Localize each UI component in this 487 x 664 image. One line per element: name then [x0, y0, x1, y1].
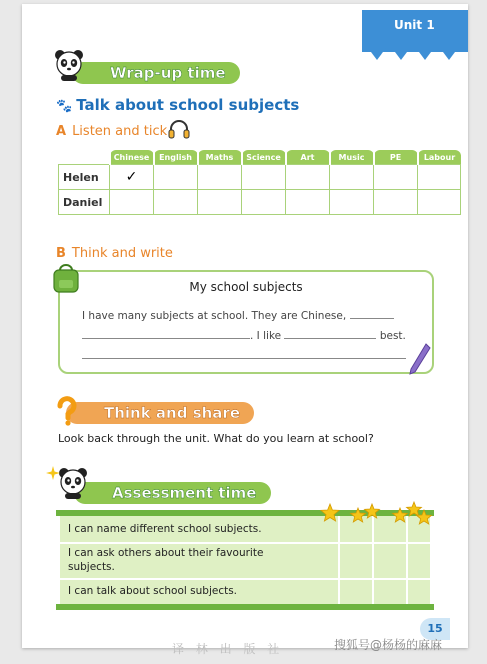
- question-mark-icon: [54, 396, 80, 426]
- tick-cell[interactable]: [286, 190, 330, 215]
- listen-tick-table: [58, 150, 461, 215]
- wrap-up-title: Wrap-up time: [110, 64, 226, 82]
- think-share-badge: [66, 402, 254, 424]
- tick-cell[interactable]: [242, 190, 286, 215]
- writing-box: [58, 270, 434, 374]
- writing-box-title: My school subjects: [189, 280, 303, 294]
- publisher-name: 译 林 出 版 社: [172, 642, 284, 656]
- tick-cell[interactable]: [198, 190, 242, 215]
- column-header: Maths: [198, 150, 242, 165]
- answer-blank[interactable]: [82, 348, 406, 359]
- answer-blank[interactable]: [284, 328, 376, 339]
- table-row: [60, 578, 430, 604]
- column-header: PE: [374, 150, 418, 165]
- star-icon: [417, 510, 432, 524]
- tick-cell[interactable]: [374, 165, 418, 190]
- assessment-item: I can name different school subjects.: [68, 523, 262, 535]
- assessment-table: [60, 516, 430, 604]
- table-row: [59, 190, 461, 215]
- panda-icon: [56, 466, 90, 500]
- writing-line-1: I have many subjects at school. They are Chinese,: [82, 308, 394, 322]
- assessment-item: I can talk about school subjects.: [68, 585, 238, 597]
- rating-column[interactable]: [338, 516, 340, 604]
- column-header: Science: [242, 150, 286, 165]
- page-number: 15: [420, 618, 450, 640]
- column-header: Music: [330, 150, 374, 165]
- tick-cell[interactable]: [374, 190, 418, 215]
- rating-column[interactable]: [406, 516, 408, 604]
- paw-icon: 🐾: [56, 99, 73, 114]
- rating-stars: [320, 502, 436, 526]
- headphones-icon: [168, 118, 190, 140]
- grass-border-bottom: [56, 604, 434, 610]
- answer-blank[interactable]: [350, 308, 394, 319]
- column-header: Labour: [418, 150, 461, 165]
- answer-blank[interactable]: [82, 328, 250, 339]
- panda-icon: [52, 48, 86, 82]
- tick-cell[interactable]: [242, 165, 286, 190]
- table-row: [60, 542, 430, 580]
- assessment-badge: [74, 482, 271, 504]
- sparkle-icon: [46, 466, 60, 480]
- tick-cell[interactable]: [330, 165, 374, 190]
- tick-cell[interactable]: [418, 190, 461, 215]
- tick-cell[interactable]: [286, 165, 330, 190]
- pencil-icon: [408, 342, 430, 376]
- star-icon: [393, 508, 408, 522]
- star-icon: [365, 504, 380, 518]
- column-header: English: [154, 150, 198, 165]
- writing-line-3: [82, 348, 406, 362]
- watermark-text: 搜狐号@杨杨的麻麻: [334, 638, 443, 652]
- star-icon: [351, 508, 366, 522]
- part-a-heading: A Listen and tick: [56, 124, 168, 139]
- writing-line-2: . I like best.: [82, 328, 406, 342]
- schoolbag-icon: [50, 262, 84, 296]
- wrap-up-badge: [72, 62, 240, 84]
- tick-cell[interactable]: [110, 190, 154, 215]
- column-header: Art: [286, 150, 330, 165]
- think-share-question: Look back through the unit. What do you learn at school?: [58, 432, 374, 445]
- think-share-title: Think and share: [104, 404, 240, 422]
- textbook-page: [22, 4, 468, 656]
- rating-column[interactable]: [372, 516, 374, 604]
- student-name: Daniel: [59, 190, 110, 215]
- star-icon: [407, 502, 422, 516]
- talk-heading: 🐾 Talk about school subjects: [56, 96, 300, 114]
- tick-cell[interactable]: [154, 165, 198, 190]
- star-icon: [321, 504, 339, 521]
- tick-cell[interactable]: ✓: [110, 165, 154, 190]
- tick-cell[interactable]: [154, 190, 198, 215]
- tick-cell[interactable]: [418, 165, 461, 190]
- column-header: Chinese: [110, 150, 154, 165]
- assessment-title: Assessment time: [112, 484, 257, 502]
- tick-cell[interactable]: [330, 190, 374, 215]
- tick-cell[interactable]: [198, 165, 242, 190]
- table-header-row: [59, 150, 461, 165]
- assessment-item: I can ask others about their favourite subjects.: [68, 547, 264, 573]
- part-b-heading: B Think and write: [56, 246, 173, 261]
- table-row: [59, 165, 461, 190]
- unit-label: Unit 1: [394, 18, 435, 32]
- student-name: Helen: [59, 165, 110, 190]
